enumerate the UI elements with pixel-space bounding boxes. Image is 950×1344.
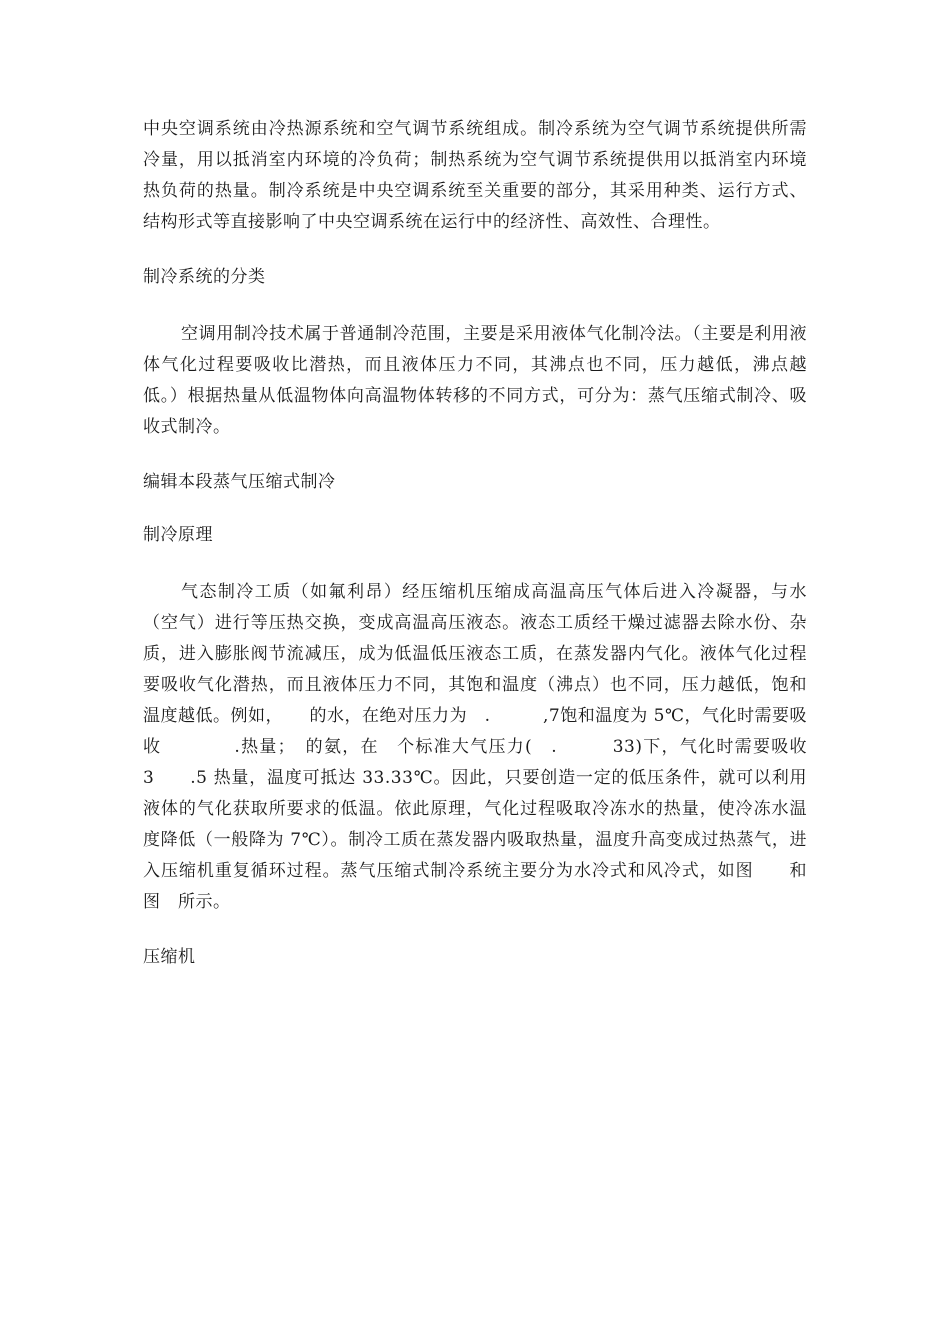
subheading-principle: 制冷原理 bbox=[143, 525, 213, 545]
principle-paragraph: 气态制冷工质（如氟利昂）经压缩机压缩成高温高压气体后进入冷凝器，与水（空气）进行等压热交换，变成高温高压液态。液态工质经干燥过滤器去除水份、杂质，进入膨胀阀节流减压，成为低温低压液态工质，在蒸发器内气化。液体气化过程要吸收气化潜热，而且液体压力不同，其饱和温度（沸点）也不同，压力越低，饱和温度越低。例如， 的水，在绝对压力为 . ,7饱和温度为 5℃，气化时需要吸收 .热量； 的氨，在 个标准大气压力( . 33)下，气化时需要吸收 3 .5 热量，温度可抵达 33.33℃。因此，只要创造一定的低压条件，就可以利用液体的气化获取所要求的低温。依此原理，气化过程吸取冷冻水的热量，使冷冻水温度降低（一般降为 7℃）。制冷工质在蒸发器内吸取热量，温度升高变成过热蒸气，进入压缩机重复循环过程。蒸气压缩式制冷系统主要分为水冷式和风冷式，如图 和图 所示。 bbox=[143, 582, 825, 912]
section-heading-vapor-compression: 编辑本段蒸气压缩式制冷 bbox=[143, 472, 336, 492]
document-body bbox=[143, 114, 825, 973]
section-heading-classification: 制冷系统的分类 bbox=[143, 267, 266, 287]
subheading-compressor: 压缩机 bbox=[143, 947, 196, 967]
intro-paragraph: 中央空调系统由冷热源系统和空气调节系统组成。制冷系统为空气调节系统提供所需冷量，用以抵消室内环境的冷负荷；制热系统为空气调节系统提供用以抵消室内环境热负荷的热量。制冷系统是中央空调系统至关重要的部分，其采用种类、运行方式、结构形式等直接影响了中央空调系统在运行中的经济性、高效性、合理性。 bbox=[143, 119, 807, 232]
classification-paragraph: 空调用制冷技术属于普通制冷范围，主要是采用液体气化制冷法。（主要是利用液体气化过程要吸收比潜热，而且液体压力不同，其沸点也不同，压力越低，沸点越低。）根据热量从低温物体向高温物体转移的不同方式，可分为：蒸气压缩式制冷、吸收式制冷。 bbox=[143, 324, 807, 437]
